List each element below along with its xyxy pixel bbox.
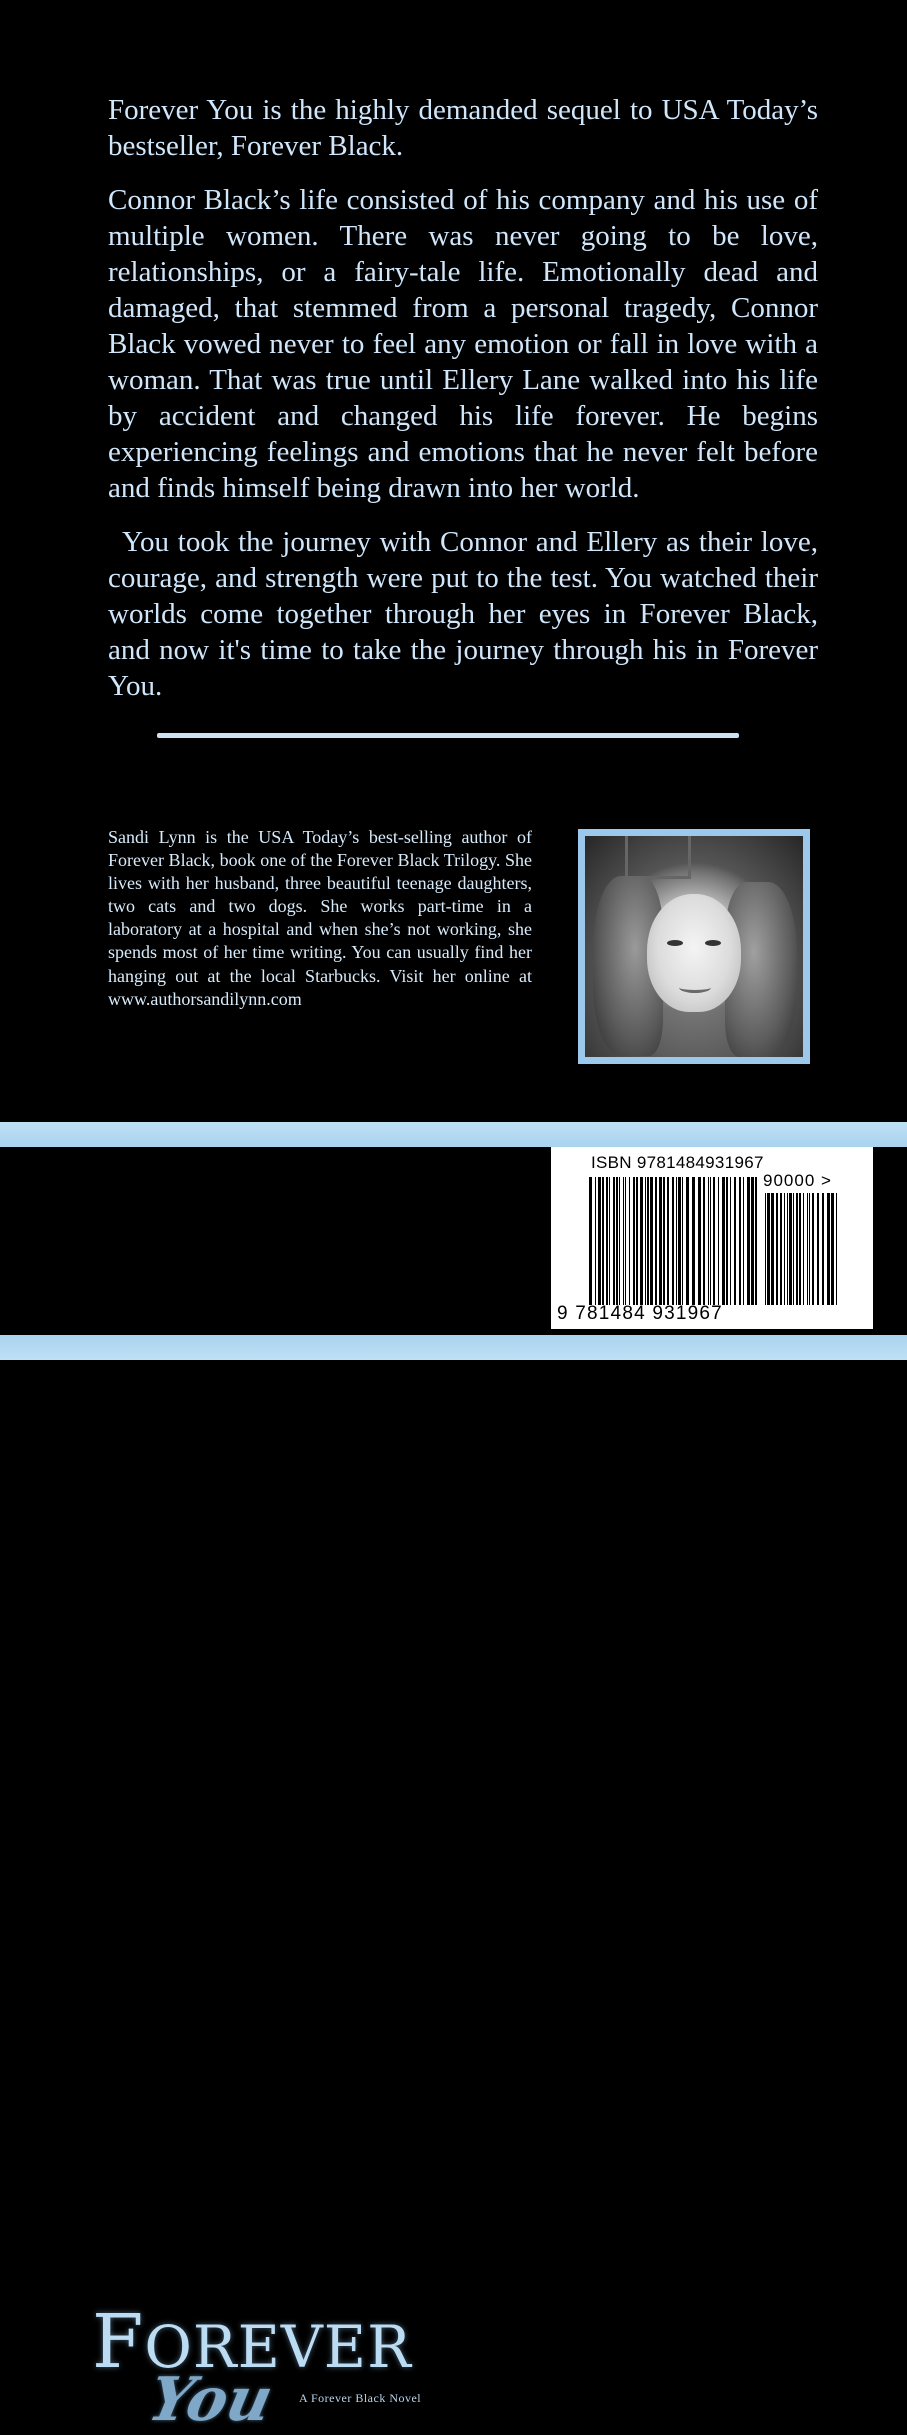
barcode-bar [595,1177,596,1305]
barcode-bar [636,1177,638,1305]
barcode-bar [645,1177,646,1305]
barcode-bar [730,1177,731,1305]
barcode-bar [667,1177,669,1305]
barcode-bar [650,1177,653,1305]
barcode-bar [787,1193,788,1305]
barcode-bar [708,1177,709,1305]
barcode-bar [799,1193,801,1305]
back-cover-main [0,0,907,1122]
ean-barcode-bars [589,1177,759,1305]
barcode-bar [629,1177,630,1305]
barcode-bar [831,1193,834,1305]
author-bio: Sandi Lynn is the USA Today’s best-selling author of Forever Black, book one of the Forever Black Trilogy. She lives with her husband, three beautiful teenage daughters, two cats and two dogs. She works part-time in a laboratory at a hospital and when she’s not working, she spends most of her time writing. You can usually find her hanging out at the local Starbucks. Visit her online at www.authorsandilynn.com [108,827,532,1009]
series-logo-title: FOREVER [92,2299,412,2385]
barcode-bar [640,1177,643,1305]
barcode-bar [698,1177,701,1305]
barcode-bar [817,1193,819,1305]
barcode-bar [609,1177,610,1305]
barcode-bar [710,1177,711,1305]
barcode-bar [686,1177,689,1305]
barcode-bar [776,1193,778,1305]
barcode-bar [682,1177,683,1305]
blurb-paragraph-2: Connor Black’s life consisted of his company and his use of multiple women. There was never going to be love, relationships, or a fairy-tale life. Emotionally dead and damaged, that stemmed from a personal tragedy, Connor Black vowed never to feel any emotion or fall in love with a woman. That was true until Ellery Lane walked into his life by accident and changed his life forever. He begins experiencing feelings and emotions that he never felt before and finds himself being drawn into her world. [108,184,818,504]
author-photo [585,836,803,1057]
barcode-bar [784,1193,785,1305]
barcode-bar [676,1177,677,1305]
barcode-bar [613,1177,615,1305]
barcode-bar [672,1177,674,1305]
isbn-barcode [551,1147,873,1329]
blurb-paragraph-1: Forever You is the highly demanded sequel to USA Today’s bestseller, Forever Black. [108,94,818,162]
barcode-bar [812,1193,814,1305]
series-logo-script: You [142,2365,279,2435]
section-divider [157,733,739,738]
barcode-bar [803,1193,804,1305]
blurb-paragraph-3: You took the journey with Connor and Ellery as their love, courage, and strength were put to the test. You watched their worlds come together through her eyes in Forever Black, and now it's time to take the journey through his in Forever You. [108,526,818,702]
barcode-bar [623,1177,624,1305]
author-photo-frame [578,829,810,1064]
barcode-bar [743,1177,744,1305]
price-code: 90000 > [763,1171,832,1190]
barcode-bar [765,1193,766,1305]
barcode-bar [767,1193,770,1305]
barcode-bar [726,1177,728,1305]
barcode-bar [755,1177,757,1305]
addon-barcode-bars [765,1193,841,1305]
barcode-bar [633,1177,635,1305]
barcode-bar [598,1177,601,1305]
barcode-bar [703,1177,705,1305]
barcode-bar [751,1177,754,1305]
barcode-bar [771,1193,774,1305]
barcode-bar [734,1177,736,1305]
barcode-bar [789,1193,792,1305]
light-blue-band-bottom [0,1335,907,1360]
barcode-bar [606,1177,608,1305]
barcode-bar [589,1177,592,1305]
barcode-bar [809,1193,810,1305]
barcode-bar [718,1177,719,1305]
isbn-label: ISBN 9781484931967 [591,1153,764,1172]
barcode-bar [616,1177,618,1305]
barcode-bar [780,1193,782,1305]
barcode-bar [722,1177,725,1305]
barcode-bar [822,1193,824,1305]
barcode-bar [796,1193,798,1305]
barcode-bar [647,1177,649,1305]
light-blue-band-top [0,1122,907,1147]
book-blurb [108,92,818,722]
barcode-bar [836,1193,837,1305]
barcode-bar [807,1193,808,1305]
barcode-bar [692,1177,695,1305]
barcode-bar [678,1177,681,1305]
barcode-bar [747,1177,750,1305]
barcode-bar [602,1177,604,1305]
barcode-bar [713,1177,715,1305]
barcode-bar [659,1177,662,1305]
barcode-bar [655,1177,657,1305]
barcode-bar [793,1193,794,1305]
barcode-bar [739,1177,741,1305]
barcode-bar [827,1193,830,1305]
barcode-bar [663,1177,665,1305]
ean-digits: 9 781484 931967 [557,1303,723,1324]
series-logo-subtitle: A Forever Black Novel [299,2391,422,2405]
barcode-bar [625,1177,626,1305]
barcode-bar [619,1177,620,1305]
